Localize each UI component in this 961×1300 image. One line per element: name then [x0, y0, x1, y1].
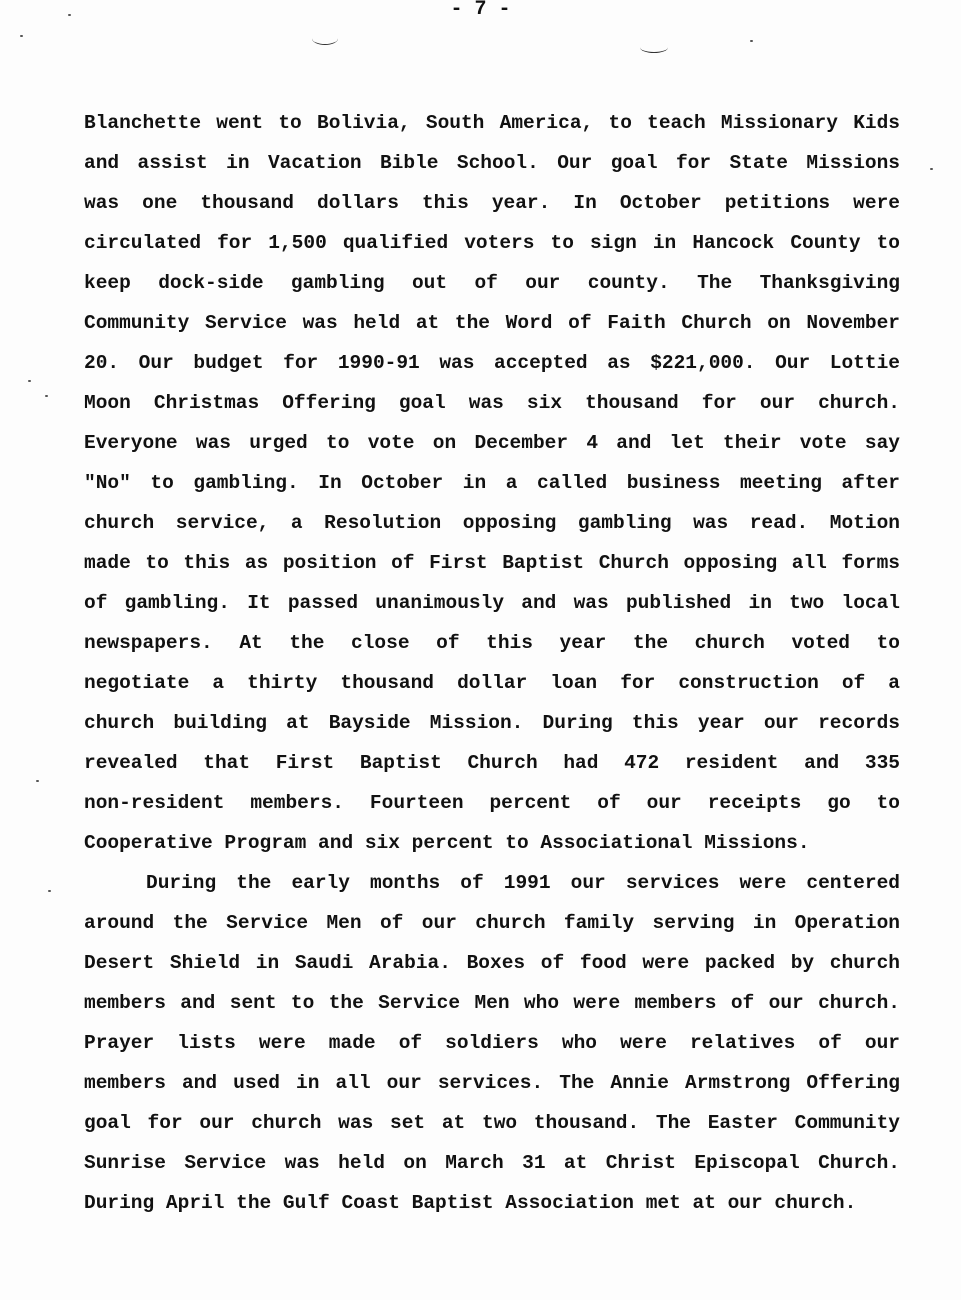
text-line: made to this as position of First Baptist Church opposing all forms [84, 552, 900, 574]
text-line: keep dock-side gambling out of our county. The Thanksgiving [84, 272, 900, 294]
text-line: goal for our church was set at two thousand. The Easter Community [84, 1112, 900, 1134]
scan-speck [20, 35, 23, 37]
text-line: Everyone was urged to vote on December 4 and let their vote say [84, 432, 900, 454]
paragraph [84, 863, 900, 1223]
text-line: 20. Our budget for 1990-91 was accepted as $221,000. Our Lottie [84, 352, 900, 374]
text-line: members and used in all our services. The Annie Armstrong Offering [84, 1072, 900, 1094]
text-line: circulated for 1,500 qualified voters to sign in Hancock County to [84, 232, 900, 254]
text-line: revealed that First Baptist Church had 472 resident and 335 [84, 752, 900, 774]
scan-speck [36, 780, 39, 782]
text-line: negotiate a thirty thousand dollar loan for construction of a [84, 672, 900, 694]
body-text [84, 103, 900, 1223]
text-line: Sunrise Service was held on March 31 at Christ Episcopal Church. [84, 1152, 900, 1174]
text-line: Blanchette went to Bolivia, South America, to teach Missionary Kids [84, 112, 900, 134]
text-line: During April the Gulf Coast Baptist Association met at our church. [84, 1192, 857, 1214]
text-line: around the Service Men of our church family serving in Operation [84, 912, 900, 934]
text-line: of gambling. It passed unanimously and was published in two local [84, 592, 900, 614]
text-line: Desert Shield in Saudi Arabia. Boxes of food were packed by church [84, 952, 900, 974]
paragraph [84, 103, 900, 863]
scan-speck [48, 890, 51, 892]
scan-speck [930, 168, 933, 170]
handwritten-mark [312, 32, 338, 45]
page-number: - 7 - [450, 0, 511, 21]
text-line: and assist in Vacation Bible School. Our goal for State Missions [84, 152, 900, 174]
text-line: non-resident members. Fourteen percent of our receipts go to [84, 792, 900, 814]
scan-speck [45, 395, 48, 397]
text-line: Community Service was held at the Word of Faith Church on November [84, 312, 900, 334]
text-line: "No" to gambling. In October in a called business meeting after [84, 472, 900, 494]
text-line: newspapers. At the close of this year the church voted to [84, 632, 900, 654]
text-line: During the early months of 1991 our services were centered [146, 872, 900, 894]
text-line: Prayer lists were made of soldiers who were relatives of our [84, 1032, 900, 1054]
text-line: church service, a Resolution opposing gambling was read. Motion [84, 512, 900, 534]
text-line: church building at Bayside Mission. During this year our records [84, 712, 900, 734]
scan-speck [28, 380, 31, 382]
scan-speck [68, 14, 71, 16]
handwritten-mark [640, 42, 668, 53]
text-line: was one thousand dollars this year. In October petitions were [84, 192, 900, 214]
text-line: Moon Christmas Offering goal was six thousand for our church. [84, 392, 900, 414]
text-line: Cooperative Program and six percent to Associational Missions. [84, 832, 810, 854]
text-line: members and sent to the Service Men who were members of our church. [84, 992, 900, 1014]
scan-speck [750, 40, 753, 42]
